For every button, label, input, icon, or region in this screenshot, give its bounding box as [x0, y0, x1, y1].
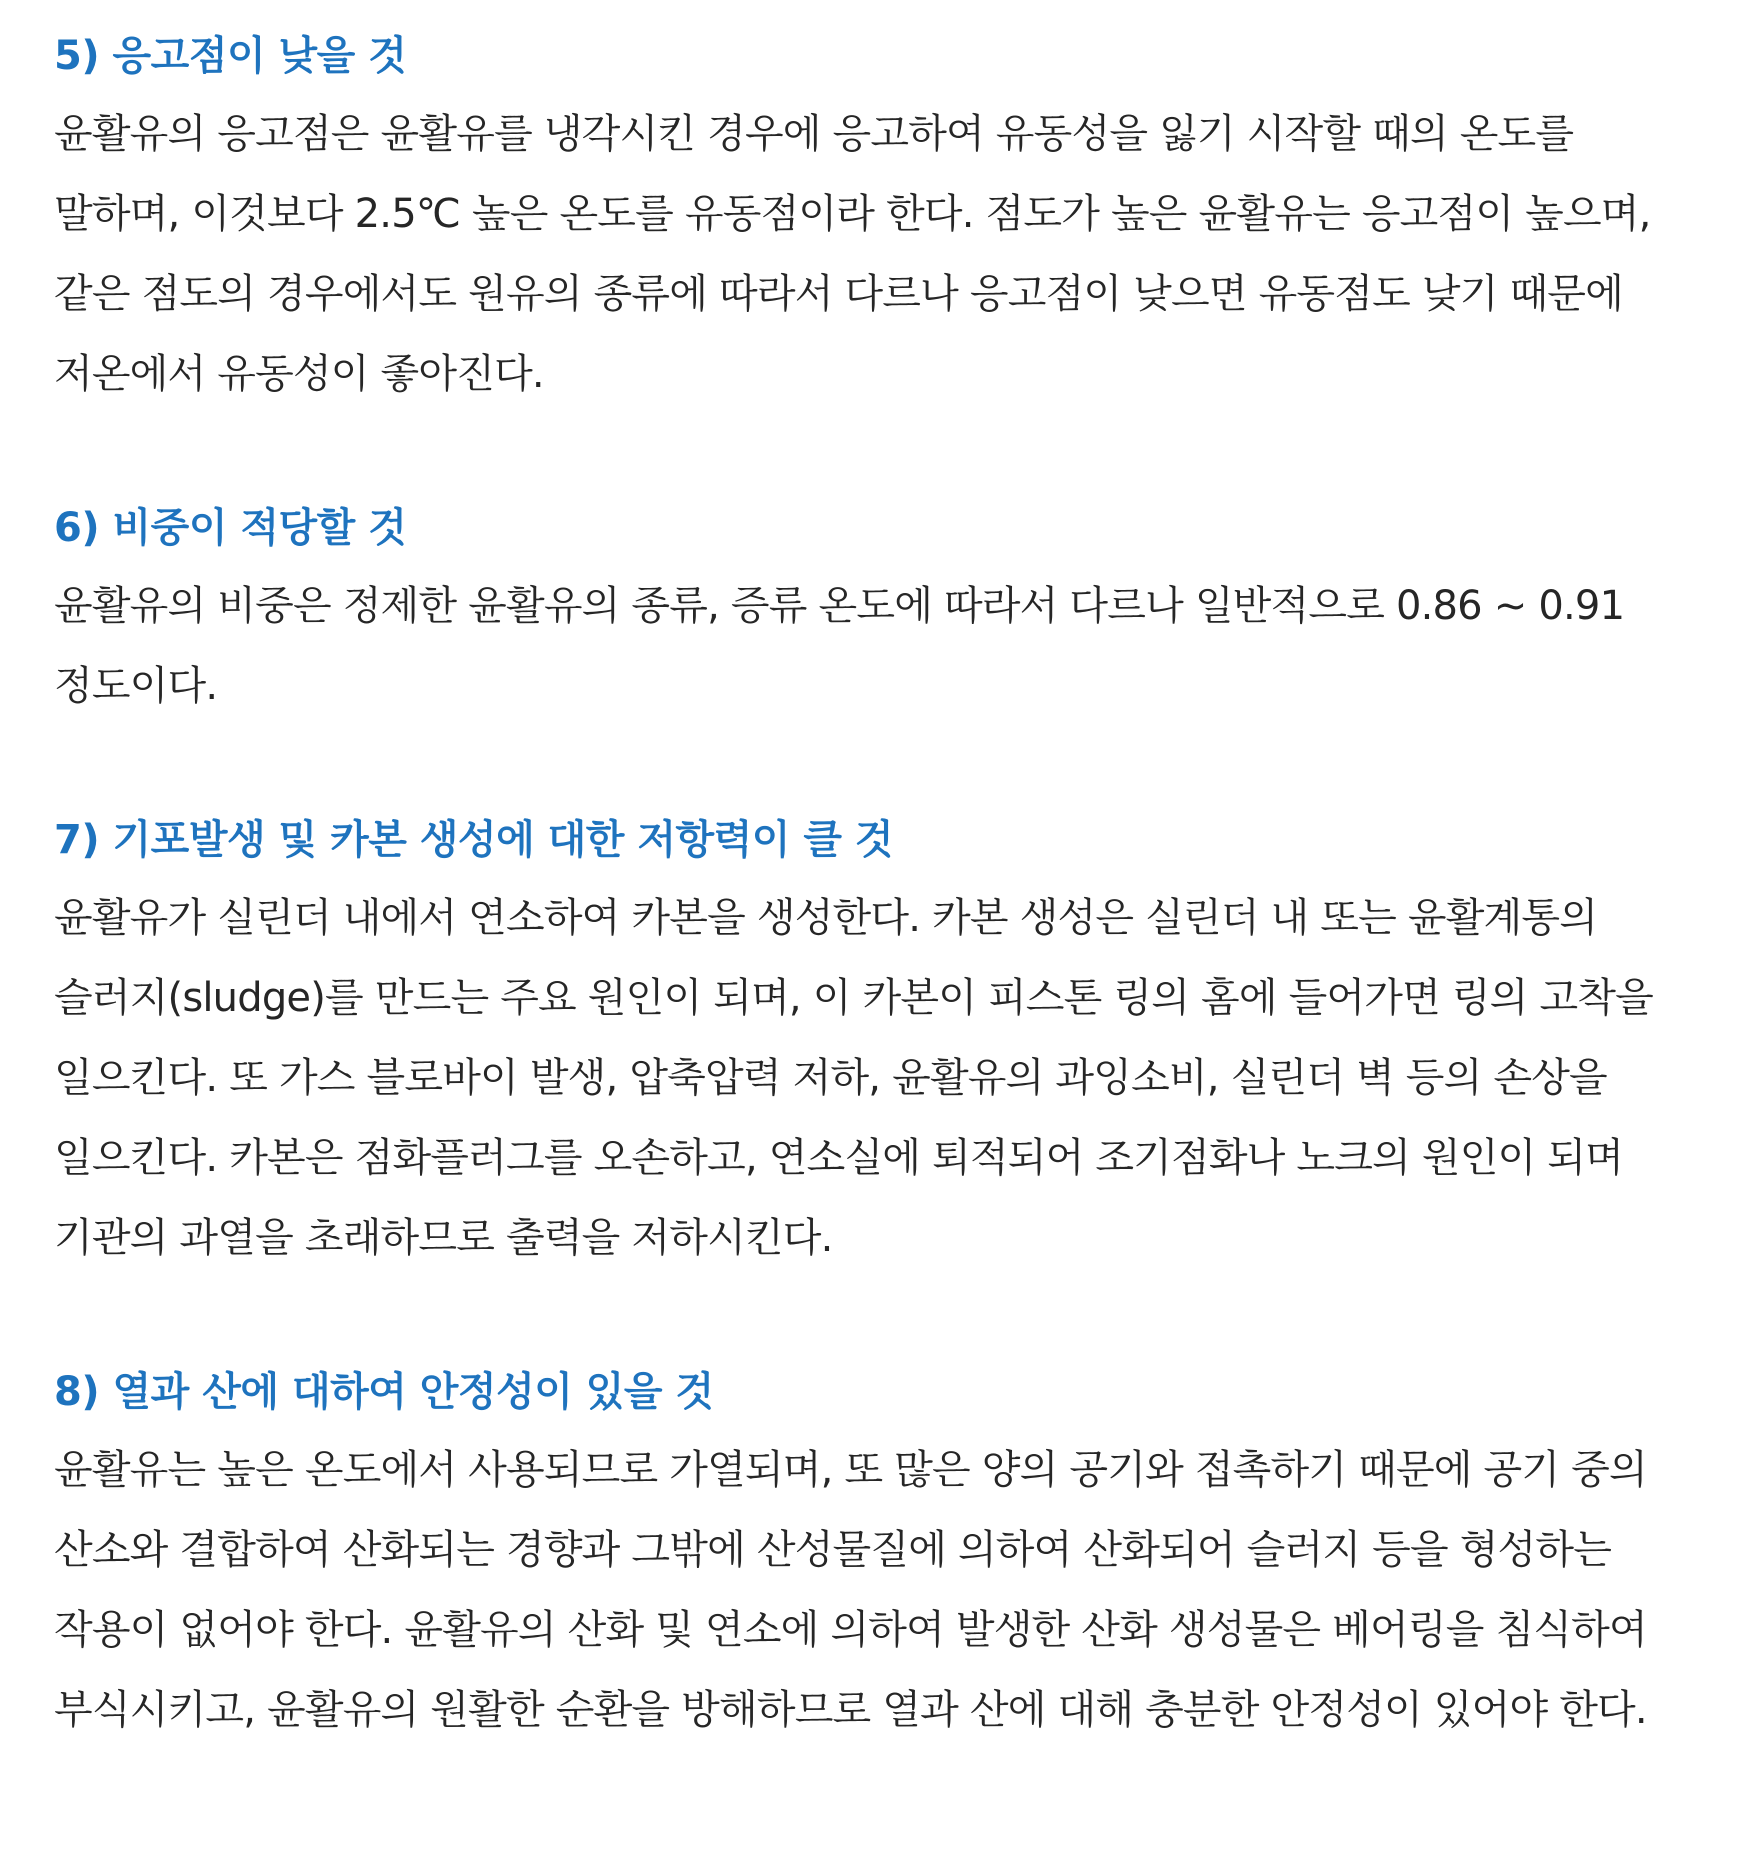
- section-pour-point: [54, 18, 1702, 414]
- section-paragraph: 윤활유가 실린더 내에서 연소하여 카본을 생성한다. 카본 생성은 실린더 내 또는 윤활계통의 슬러지(sludge)를 만드는 주요 원인이 되며, 이 카본이 피스톤 링의 홈에 들어가면 링의 고착을 일으킨다. 또 가스 블로바이 발생, 압축압력 저하, 윤활유의 과잉소비, 실린더 벽 등의 손상을 일으킨다. 카본은 점화플러그를 오손하고, 연소실에 퇴적되어 조기점화나 노크의 원인이 되며 기관의 과열을 초래하므로 출력을 저하시킨다.: [54, 895, 1653, 1261]
- section-heading: 6) 비중이 적당할 것: [54, 505, 407, 551]
- section-heading: 7) 기포발생 및 카본 생성에 대한 저항력이 클 것: [54, 817, 894, 863]
- section-specific-gravity: [54, 490, 1702, 726]
- section-paragraph: 윤활유는 높은 온도에서 사용되므로 가열되며, 또 많은 양의 공기와 접촉하기 때문에 공기 중의 산소와 결합하여 산화되는 경향과 그밖에 산성물질에 의하여 산화되어 슬러지 등을 형성하는 작용이 없어야 한다. 윤활유의 산화 및 연소에 의하여 발생한 산화 생성물은 베어링을 침식하여 부식시키고, 윤활유의 원활한 순환을 방해하므로 열과 산에 대해 충분한 안정성이 있어야 한다.: [54, 1447, 1647, 1733]
- section-paragraph: 윤활유의 비중은 정제한 윤활유의 종류, 증류 온도에 따라서 다르나 일반적으로 0.86 ~ 0.91 정도이다.: [54, 583, 1625, 709]
- section-heading: 5) 응고점이 낮을 것: [54, 33, 407, 79]
- section-paragraph: 윤활유의 응고점은 윤활유를 냉각시킨 경우에 응고하여 유동성을 잃기 시작할 때의 온도를 말하며, 이것보다 2.5℃ 높은 온도를 유동점이라 한다. 점도가 높은 윤활유는 응고점이 높으며, 같은 점도의 경우에서도 원유의 종류에 따라서 다르나 응고점이 낮으면 유동점도 낮기 때문에 저온에서 유동성이 좋아진다.: [54, 111, 1651, 397]
- section-foam-carbon-resistance: [54, 802, 1702, 1278]
- section-heat-acid-stability: [54, 1354, 1702, 1750]
- section-heading: 8) 열과 산에 대하여 안정성이 있을 것: [54, 1369, 714, 1415]
